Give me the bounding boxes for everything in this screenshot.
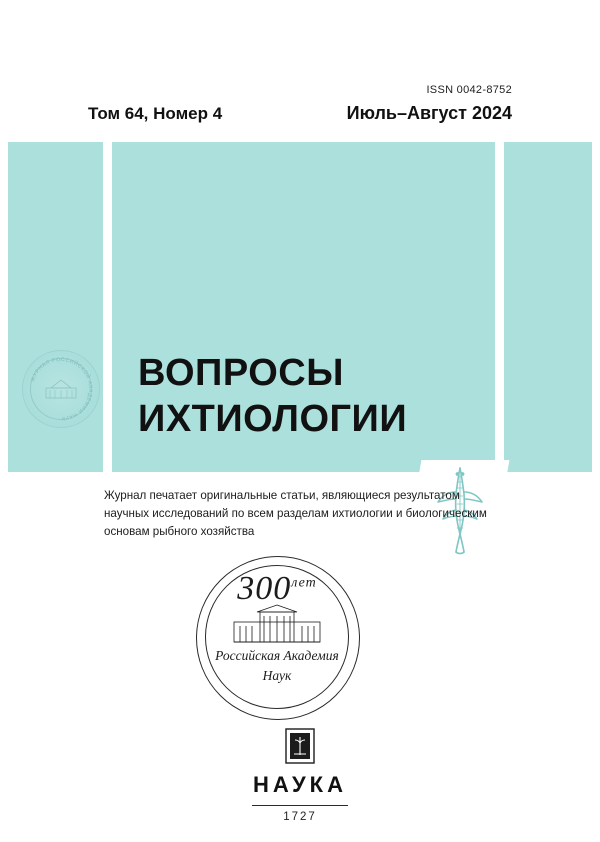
emblem-text-line2: Наук — [262, 668, 292, 683]
publisher-name: НАУКА — [253, 772, 347, 797]
issue-date-text: Июль–Август 2024 — [346, 103, 512, 123]
academy-seal-icon — [22, 350, 100, 428]
title-color-band — [8, 142, 592, 472]
anniversary-emblem — [196, 556, 360, 720]
emblem-building-icon — [230, 604, 324, 644]
volume-issue-text: Том 64, Номер 4 — [88, 104, 223, 123]
issn-text: ISSN 0042-8752 — [426, 84, 512, 96]
publisher-block — [0, 728, 600, 823]
svg-text:ЖУРНАЛ РОССИЙСКОЙ АКАДЕМИИ НАУ: ЖУРНАЛ РОССИЙСКОЙ АКАДЕМИИ НАУК — [29, 356, 94, 422]
seal-ring-text — [23, 351, 99, 427]
journal-description: Журнал печатает оригинальные статьи, являющиеся результатом научных исследований по всем разделам ихтиологии и биологическим основам рыбного хозяйства — [104, 489, 487, 538]
publisher-year: 1727 — [283, 811, 317, 823]
band-stripe-left — [103, 142, 112, 472]
nauka-publisher-logo-icon — [285, 728, 315, 764]
journal-title-line1: ВОПРОСЫ — [138, 352, 344, 394]
emblem-number — [196, 570, 358, 608]
emblem-text-line1: Российская Академия — [215, 648, 339, 663]
publisher-divider — [252, 805, 348, 806]
emblem-years-word: лет — [291, 575, 317, 591]
journal-title-line2: ИХТИОЛОГИИ — [138, 398, 408, 441]
emblem-number-value: 300 — [237, 570, 292, 607]
journal-title — [138, 350, 498, 443]
